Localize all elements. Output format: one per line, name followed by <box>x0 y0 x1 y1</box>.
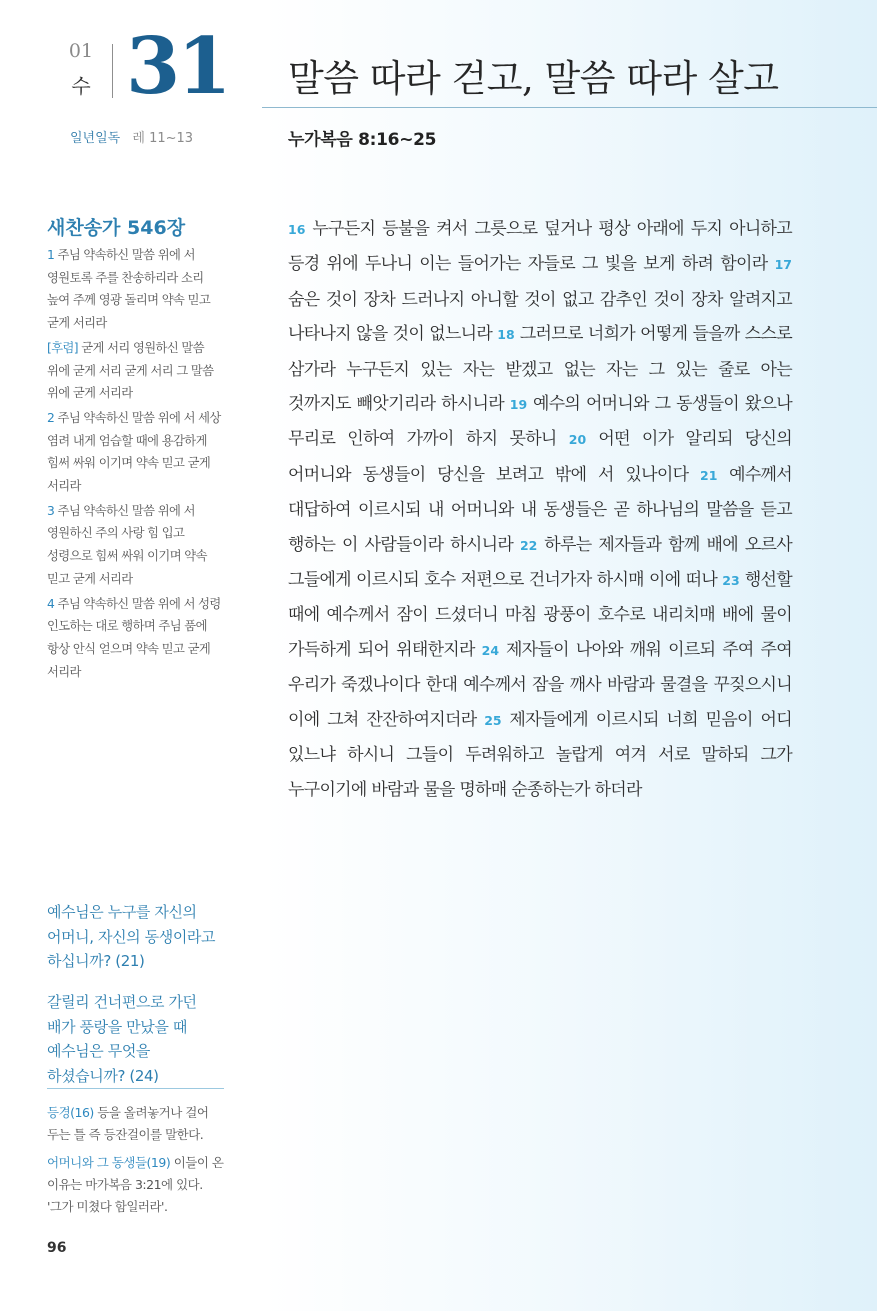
hymn-lyrics <box>47 244 225 685</box>
verse-number: 20 <box>568 432 587 448</box>
reading-plan <box>70 127 193 146</box>
question-2: 갈릴리 건너편으로 가던 배가 풍랑을 만났을 때 예수님은 무엇을 하셨습니까? (24) <box>47 993 197 1085</box>
reading-plan-label: 일년일독 <box>70 131 121 146</box>
note-term: 어머니와 그 동생들(19) <box>47 1155 171 1170</box>
verse-number: 24 <box>481 642 500 658</box>
note-term: 등경(16) <box>47 1105 94 1120</box>
note-item <box>47 1152 227 1218</box>
verse-text: 예수께서 대답하여 이르시되 내 어머니와 내 동생들은 곧 하나님의 말씀을 듣고 행하는 이 사람들이라 하시니라 <box>288 464 792 555</box>
stanza-text: 주님 약속하신 말씀 위에 서 영원토록 주를 찬송하리라 소리 높여 주께 영광 돌리며 약속 믿고 굳게 서리라 <box>47 248 211 331</box>
question-1: 예수님은 누구를 자신의 어머니, 자신의 동생이라고 하십니까? (21) <box>47 903 216 970</box>
hymn-stanza <box>47 407 225 498</box>
page-number: 96 <box>47 1240 67 1256</box>
day-number: 31 <box>126 21 229 112</box>
verse-text: 제자들이 나아와 깨워 이르되 주여 주여 우리가 죽겠나이다 한대 예수께서 잠을 깨사 바람과 물결을 꾸짖으시니 이에 그쳐 잔잔하여지더라 <box>288 639 792 730</box>
verse-number: 22 <box>519 537 538 553</box>
scripture-text <box>288 212 792 807</box>
notes-rule <box>47 1088 224 1089</box>
stanza-text: 굳게 서리 영원하신 말씀 위에 굳게 서리 굳게 서리 그 말씀 위에 굳게 서리라 <box>47 340 214 401</box>
hymn-title: 새찬송가 546장 <box>47 217 186 239</box>
verse-number: 23 <box>722 573 740 589</box>
verse-text: 그러므로 너희가 어떻게 들을까 스스로 삼가라 누구든지 있는 자는 받겠고 없는 자는 그 있는 줄로 아는 것까지도 빼앗기리라 하시니라 <box>288 324 792 415</box>
hymn-stanza <box>47 244 225 335</box>
stanza-number: 2 <box>47 410 55 425</box>
page-title: 말씀 따라 걷고, 말씀 따라 살고 <box>288 57 779 100</box>
note-text: 이들이 온 이유는 마가복음 3:21에 있다. '그가 미쳤다 함일러라'. <box>47 1155 224 1214</box>
stanza-number: 1 <box>47 248 55 262</box>
verse-number: 16 <box>288 222 306 237</box>
chorus-label: [후렴] <box>47 340 78 355</box>
hymn-stanza <box>47 500 225 591</box>
glossary-notes <box>47 1102 227 1224</box>
hymn-stanza <box>47 593 225 684</box>
stanza-text: 주님 약속하신 말씀 위에 서 성령 인도하는 대로 행하며 주님 품에 항상 안식 얻으며 약속 믿고 굳게 서리라 <box>47 596 221 679</box>
verse-number: 18 <box>497 327 515 343</box>
verse-text: 하루는 제자들과 함께 배에 오르사 그들에게 이르시되 호수 저편으로 건너가자 하시매 이에 떠나 <box>288 534 792 591</box>
stanza-number: 4 <box>47 596 55 611</box>
verse-text: 누구든지 등불을 켜서 그릇으로 덮거나 평상 아래에 두지 아니하고 등경 위에 두나니 이는 들어가는 자들로 그 빛을 보게 하려 함이라 <box>288 219 792 275</box>
stanza-number: 3 <box>47 503 55 518</box>
verse-text: 행선할 때에 예수께서 잠이 드셨더니 마침 광풍이 호수로 내리치매 배에 물이 가득하게 되어 위태한지라 <box>288 570 792 660</box>
note-text: 등을 올려놓거나 걸어 두는 틀 즉 등잔걸이를 말한다. <box>47 1105 209 1142</box>
verse-number: 19 <box>509 397 528 413</box>
verse-text: 숨은 것이 장차 드러나지 아니할 것이 없고 감추인 것이 장차 알려지고 나타나지 않을 것이 없느니라 <box>288 289 792 345</box>
verse-text: 예수의 어머니와 그 동생들이 왔으나 무리로 인하여 가까이 하지 못하니 <box>288 394 792 450</box>
weekday-label: 수 <box>71 74 91 98</box>
date-divider <box>112 44 113 98</box>
hymn-stanza <box>47 337 225 405</box>
verse-number: 17 <box>774 257 792 273</box>
title-rule <box>262 107 877 108</box>
verse-text: 제자들에게 이르시되 너희 믿음이 어디 있느냐 하시니 그들이 두려워하고 놀랍게 여겨 서로 말하되 그가 누구이기에 바람과 물을 명하매 순종하는가 하더라 <box>288 709 792 800</box>
stanza-text: 주님 약속하신 말씀 위에 서 세상 염려 내게 엄습할 때에 용감하게 힘써 싸워 이기며 약속 믿고 굳게 서리라 <box>47 410 221 494</box>
passage-reference: 누가복음 8:16~25 <box>288 130 437 150</box>
month-label: 01 <box>68 40 94 62</box>
stanza-text: 주님 약속하신 말씀 위에 서 영원하신 주의 사랑 힘 입고 성령으로 힘써 싸워 이기며 약속 믿고 굳게 서리라 <box>47 503 207 586</box>
verse-text: 어떤 이가 알리되 당신의 어머니와 동생들이 당신을 보려고 밖에 서 있나이다 <box>288 429 792 485</box>
note-item <box>47 1102 227 1146</box>
verse-number: 21 <box>700 467 718 483</box>
reading-plan-reference: 레 11~13 <box>132 131 194 146</box>
verse-number: 25 <box>484 712 502 728</box>
